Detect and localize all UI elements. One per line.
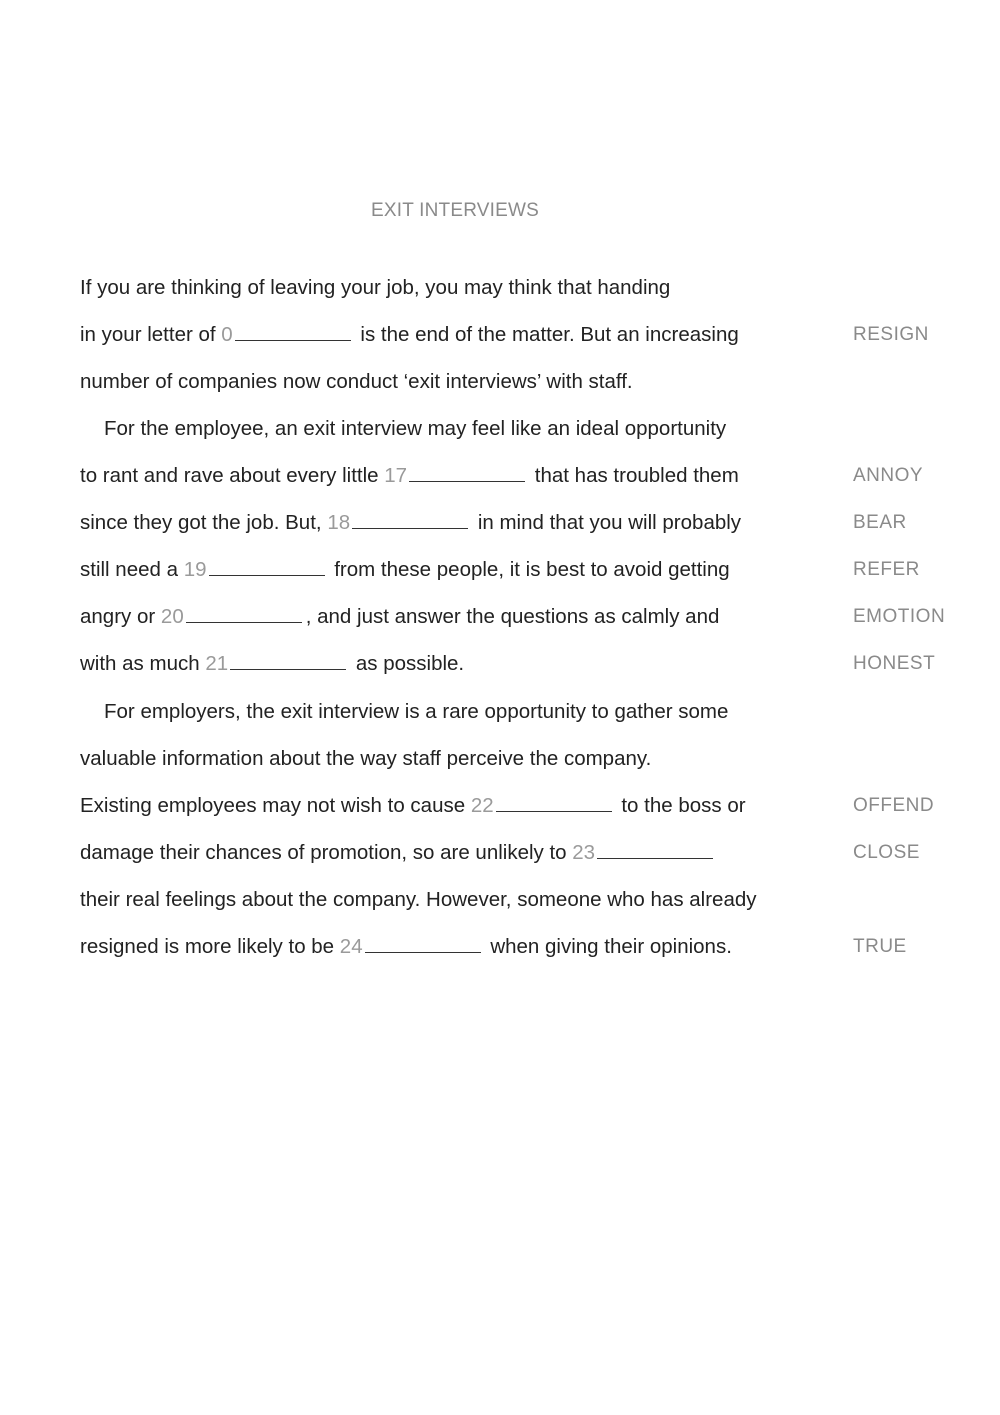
line-text: since they got the job. But,	[80, 511, 322, 534]
line-text: when giving their opinions.	[490, 935, 732, 958]
line-text: with as much	[80, 652, 200, 675]
gap-number: 21	[205, 652, 229, 675]
text-line	[80, 744, 651, 774]
text-line	[80, 791, 746, 821]
stem-word: ANNOY	[853, 465, 924, 486]
text-line	[80, 602, 719, 632]
text-line	[80, 649, 464, 679]
line-text: damage their chances of promotion, so are unlikely to	[80, 841, 567, 864]
stem-word: HONEST	[853, 653, 936, 674]
text-line	[80, 555, 730, 585]
text-line	[80, 932, 732, 962]
line-text: number of companies now conduct ‘exit interviews’ with staff.	[80, 370, 633, 393]
line-text: For the employee, an exit interview may feel like an ideal opportunity	[104, 417, 727, 440]
gap-number: 20	[160, 605, 184, 628]
line-text: valuable information about the way staff perceive the company.	[80, 747, 652, 770]
gap-number: 24	[339, 935, 363, 958]
line-text: resigned is more likely to be	[80, 935, 335, 958]
line-text: their real feelings about the company. However, someone who has already	[80, 888, 757, 911]
stem-word: EMOTION	[853, 606, 946, 627]
answer-blank[interactable]	[409, 461, 525, 482]
gap-number: 19	[183, 558, 207, 581]
line-text: , and just answer the questions as calmly and	[305, 605, 720, 628]
line-text: For employers, the exit interview is a rare opportunity to gather some	[104, 700, 729, 723]
text-line	[104, 697, 728, 727]
line-text: If you are thinking of leaving your job, you may think that handing	[80, 276, 671, 299]
stem-word: BEAR	[853, 512, 907, 533]
text-line	[80, 508, 741, 538]
line-text: still need a	[80, 558, 179, 581]
answer-blank[interactable]	[597, 838, 713, 859]
answer-blank[interactable]	[352, 508, 468, 529]
answer-blank[interactable]	[209, 555, 325, 576]
stem-word: REFER	[853, 559, 920, 580]
line-text: angry or	[80, 605, 156, 628]
line-text: is the end of the matter. But an increasing	[360, 323, 739, 346]
gap-number: 23	[572, 841, 596, 864]
line-text: that has troubled them	[534, 464, 739, 487]
gap-number: 18	[327, 511, 351, 534]
answer-blank[interactable]	[235, 320, 351, 341]
line-text: from these people, it is best to avoid getting	[334, 558, 730, 581]
answer-blank[interactable]	[186, 602, 302, 623]
gap-number: 17	[384, 464, 408, 487]
gap-number: 0	[221, 323, 233, 346]
stem-word: RESIGN	[853, 324, 929, 345]
text-line	[80, 273, 670, 303]
line-text: in mind that you will probably	[477, 511, 742, 534]
text-line	[80, 885, 757, 915]
text-line	[80, 320, 739, 350]
stem-word: TRUE	[853, 936, 907, 957]
line-text: to rant and rave about every little	[80, 464, 379, 487]
stem-word: OFFEND	[853, 795, 935, 816]
line-text: Existing employees may not wish to cause	[80, 794, 466, 817]
answer-blank[interactable]	[230, 649, 346, 670]
text-line	[80, 367, 633, 397]
gap-number: 22	[470, 794, 494, 817]
page-title: EXIT INTERVIEWS	[370, 200, 540, 221]
answer-blank[interactable]	[496, 791, 612, 812]
stem-word: CLOSE	[853, 842, 920, 863]
text-line	[104, 414, 726, 444]
text-line	[80, 838, 717, 868]
answer-blank[interactable]	[365, 932, 481, 953]
line-text: to the boss or	[621, 794, 746, 817]
line-text: as possible.	[355, 652, 465, 675]
text-line	[80, 461, 739, 491]
line-text: in your letter of	[80, 323, 216, 346]
